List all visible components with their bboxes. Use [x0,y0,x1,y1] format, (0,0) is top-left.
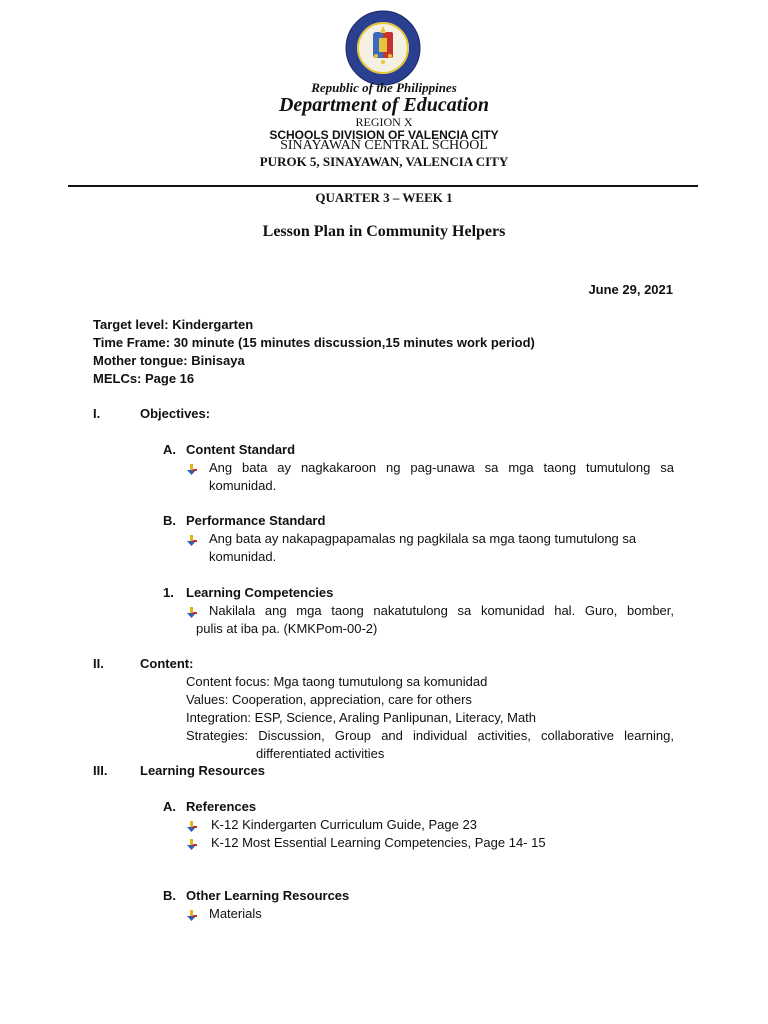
school-address: PUROK 5, SINAYAWAN, VALENCIA CITY [259,154,509,169]
section-i-number: I. [93,406,101,421]
content-standard-text-1: Ang bata ay nagkakaroon ng pag-unawa sa mga taong tumutulong sa [209,460,674,475]
content-strategies-2: differentiated activities [256,746,385,761]
lesson-title: Lesson Plan in Community Helpers [262,223,506,240]
content-values: Values: Cooperation, appreciation, care for others [186,692,472,707]
reference-item: K-12 Kindergarten Curriculum Guide, Page 23 [211,817,477,832]
arrow-bullet-icon [186,836,198,854]
references-title: References [186,799,257,814]
section-iii-label: Learning Resources [140,763,265,778]
arrow-bullet-icon [186,818,198,836]
region-line: REGION X [355,115,413,129]
quarter-week: QUARTER 3 – WEEK 1 [315,190,453,205]
arrow-bullet-icon [186,532,198,550]
division-line: SCHOOLS DIVISION OF VALENCIA CITY [269,128,499,142]
mother-tongue: Mother tongue: Binisaya [93,353,245,368]
performance-standard-text-1: Ang bata ay nakapagpapamalas ng pagkilala sa mga taong tumutulong sa [209,531,637,546]
learning-competencies-text-1: Nakilala ang mga taong nakatutulong sa komunidad hal. Guro, bomber, [209,603,674,618]
sub-a-label: A. [163,442,176,457]
melcs: MELCs: Page 16 [93,371,195,386]
sub-b-label: B. [163,888,176,903]
time-frame: Time Frame: 30 minute (15 minutes discussion,15 minutes work period) [93,335,535,350]
section-ii-label: Content: [140,656,194,671]
department-title: Department of Education [278,94,489,116]
content-standard-text-2: komunidad. [209,478,277,493]
learning-competencies-text-2: pulis at iba pa. (KMKPom-00-2) [196,621,378,636]
learning-competencies-title: Learning Competencies [186,585,334,600]
republic-line: Republic of the Philippines [311,80,457,95]
section-i-label: Objectives: [140,406,211,421]
performance-standard-title: Performance Standard [186,513,326,528]
lesson-date: June 29, 2021 [588,282,673,297]
performance-standard-text-2: komunidad. [209,549,277,564]
header-divider [68,185,698,187]
content-integration: Integration: ESP, Science, Araling Panlipunan, Literacy, Math [186,710,537,725]
sub-a-label: A. [163,799,176,814]
content-focus: Content focus: Mga taong tumutulong sa komunidad [186,674,488,689]
section-ii-number: II. [93,656,104,671]
sub-b-label: B. [163,513,176,528]
other-resources-title: Other Learning Resources [186,888,350,903]
sub-1-label: 1. [163,585,174,600]
materials-item: Materials [209,906,262,921]
reference-item: K-12 Most Essential Learning Competencies, Page 14- 15 [211,835,546,850]
arrow-bullet-icon [186,461,198,479]
content-standard-title: Content Standard [186,442,296,457]
deped-seal [345,10,421,86]
school-name: SINAYAWAN CENTRAL SCHOOL [280,138,488,153]
section-iii-number: III. [93,763,108,778]
target-level: Target level: Kindergarten [93,317,254,332]
arrow-bullet-icon [186,907,198,925]
content-strategies-1: Strategies: Discussion, Group and individual activities, collaborative learning, [186,728,674,743]
